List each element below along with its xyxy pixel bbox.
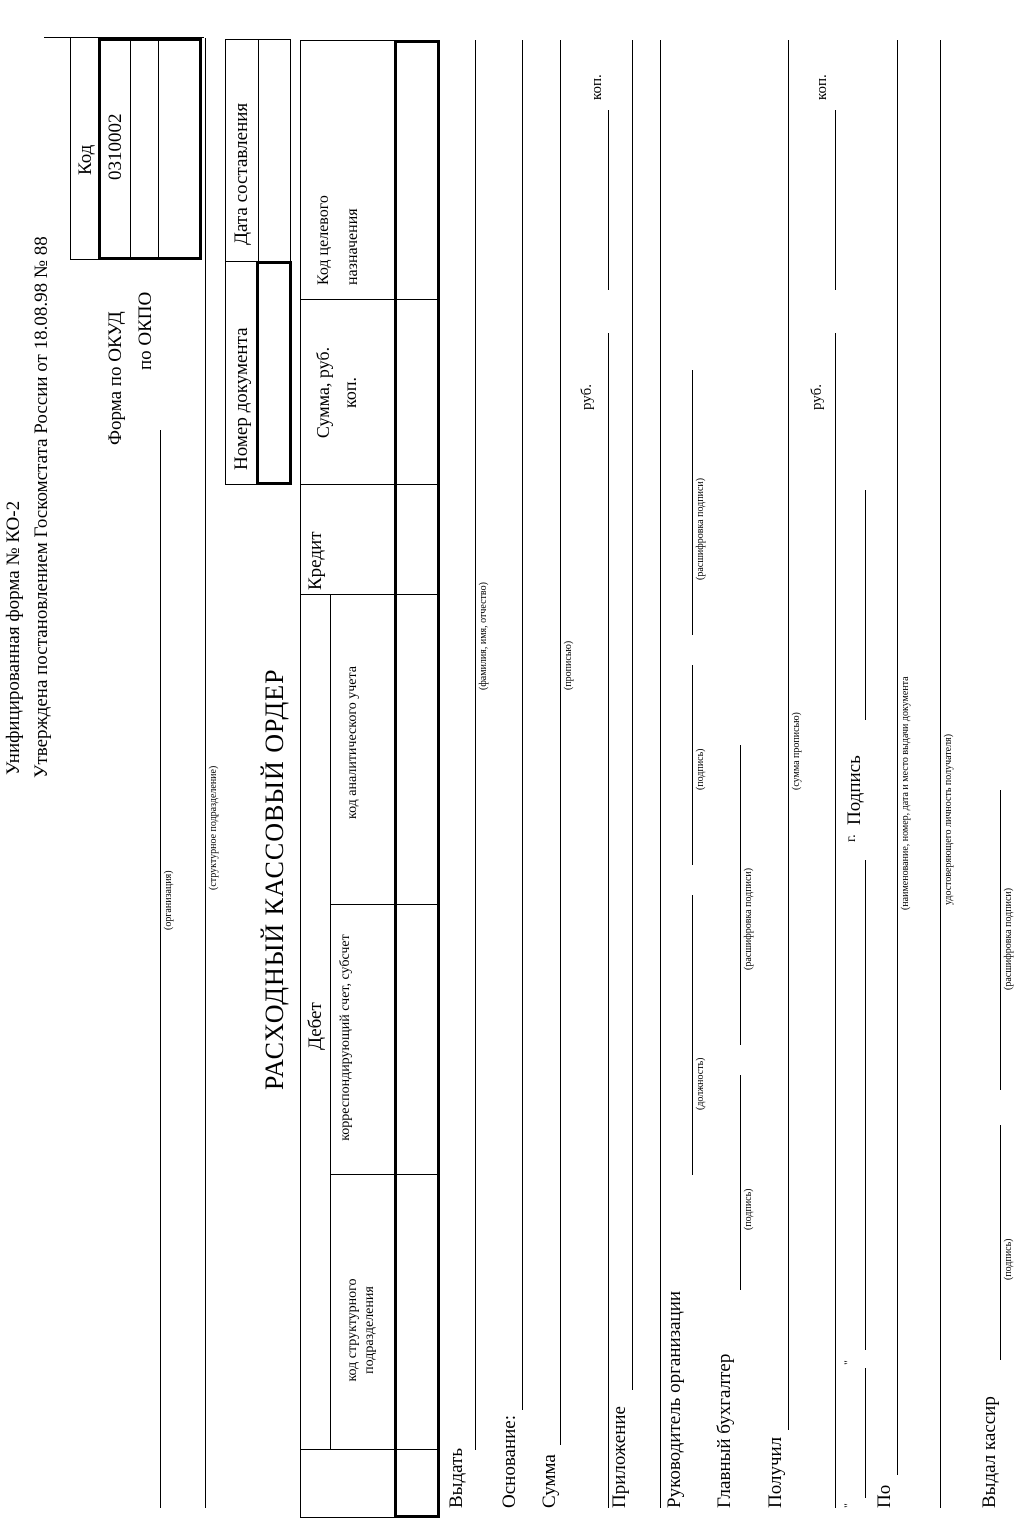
- received-line-2[interactable]: [835, 333, 836, 1508]
- by-label: По: [874, 1484, 895, 1508]
- cashier-signature-line[interactable]: [1000, 1125, 1001, 1360]
- received-line[interactable]: [788, 40, 789, 1430]
- accountant-label: Главный бухгалтер: [714, 1353, 735, 1508]
- attachment-label: Приложение: [609, 1406, 630, 1508]
- doc-number-header: Номер документа: [231, 327, 252, 470]
- signature-caption-2: (подпись): [743, 1188, 754, 1230]
- decoding-caption-1: (расшифровка подписи): [695, 477, 706, 580]
- okpo-label: по ОКПО: [135, 291, 156, 370]
- accountant-signature-line[interactable]: [740, 1075, 741, 1290]
- doc-date-header: Дата составления: [231, 102, 252, 245]
- rub2-label: руб.: [809, 384, 825, 410]
- quote-open: ": [841, 1503, 855, 1508]
- by-line-2[interactable]: [940, 40, 941, 1508]
- basis-label: Основание:: [499, 1414, 520, 1508]
- debit-header: Дебет: [305, 1002, 326, 1050]
- receiver-signature-line[interactable]: [865, 490, 866, 720]
- credit-header: Кредит: [305, 531, 326, 590]
- rub-label: руб.: [579, 384, 595, 410]
- decoding-caption-3: (расшифровка подписи): [1003, 887, 1014, 990]
- identity-caption: удостоверяющего личность получателя): [943, 733, 954, 905]
- received-label: Получил: [765, 1436, 786, 1508]
- head-decoding-line[interactable]: [692, 370, 693, 635]
- col-corr-header: корреспондирующий счет, субсчет: [338, 934, 353, 1141]
- head-label: Руководитель организации: [664, 1290, 685, 1508]
- col-struct-header: код структурного подразделения: [345, 1278, 377, 1382]
- approved-line: Утверждена постановлением Госкомстата России от 18.08.98 № 88: [31, 236, 52, 778]
- kop-label: коп.: [589, 74, 605, 100]
- cashier-decoding-line[interactable]: [1000, 790, 1001, 1090]
- basis-line[interactable]: [522, 40, 523, 1410]
- cashier-label: Выдал кассир: [979, 1396, 1000, 1508]
- col-analytic-header: код аналитического учета: [345, 666, 360, 820]
- signature-caption-3: (подпись): [1003, 1238, 1014, 1280]
- col-purpose-header: Код целевого назначения: [315, 195, 361, 285]
- head-position-line[interactable]: [692, 895, 693, 1175]
- words-caption: (прописью): [563, 640, 574, 690]
- kop2-line[interactable]: [835, 110, 836, 290]
- position-caption: (должность): [695, 1057, 706, 1110]
- sum-words-caption: (сумма прописью): [791, 712, 802, 790]
- kop2-label: коп.: [814, 74, 830, 100]
- col-sum-header: Сумма, руб. коп.: [313, 346, 360, 439]
- form-line: Унифицированная форма № КО-2: [3, 500, 24, 775]
- by-line[interactable]: [897, 40, 898, 1475]
- okud-value: 0310002: [105, 113, 126, 180]
- day-line[interactable]: [865, 1368, 866, 1498]
- document-caption: (наименование, номер, дата и место выдачи документа: [900, 676, 911, 910]
- sum-label: Сумма: [539, 1454, 560, 1508]
- attachment-line[interactable]: [632, 40, 633, 1390]
- quote-close: ": [841, 1360, 855, 1365]
- head-signature-line[interactable]: [692, 665, 693, 865]
- organization-caption: (организация): [163, 870, 174, 930]
- signature-caption-1: (подпись): [695, 748, 706, 790]
- issue-line[interactable]: [475, 40, 476, 1450]
- okud-label: Форма по ОКУД: [105, 311, 126, 445]
- decoding-caption-2: (расшифровка подписи): [743, 867, 754, 970]
- year-label: г.: [844, 834, 859, 842]
- signature-label: Подпись: [844, 755, 865, 825]
- code-header: Код: [75, 144, 96, 175]
- kop-line[interactable]: [608, 110, 609, 290]
- sum-line[interactable]: [560, 40, 561, 1445]
- organization-line[interactable]: [160, 430, 161, 1508]
- accountant-decoding-line[interactable]: [740, 745, 741, 1045]
- department-caption: (структурное подразделение): [208, 765, 219, 890]
- month-line[interactable]: [865, 860, 866, 1350]
- attachment-line-2[interactable]: [660, 40, 661, 1508]
- department-line[interactable]: [205, 38, 206, 1508]
- fio-caption: (фамилия, имя, отчество): [478, 582, 489, 690]
- sum-line-2[interactable]: [608, 333, 609, 1508]
- order-title: РАСХОДНЫЙ КАССОВЫЙ ОРДЕР: [260, 668, 289, 1090]
- issue-label: Выдать: [446, 1447, 467, 1508]
